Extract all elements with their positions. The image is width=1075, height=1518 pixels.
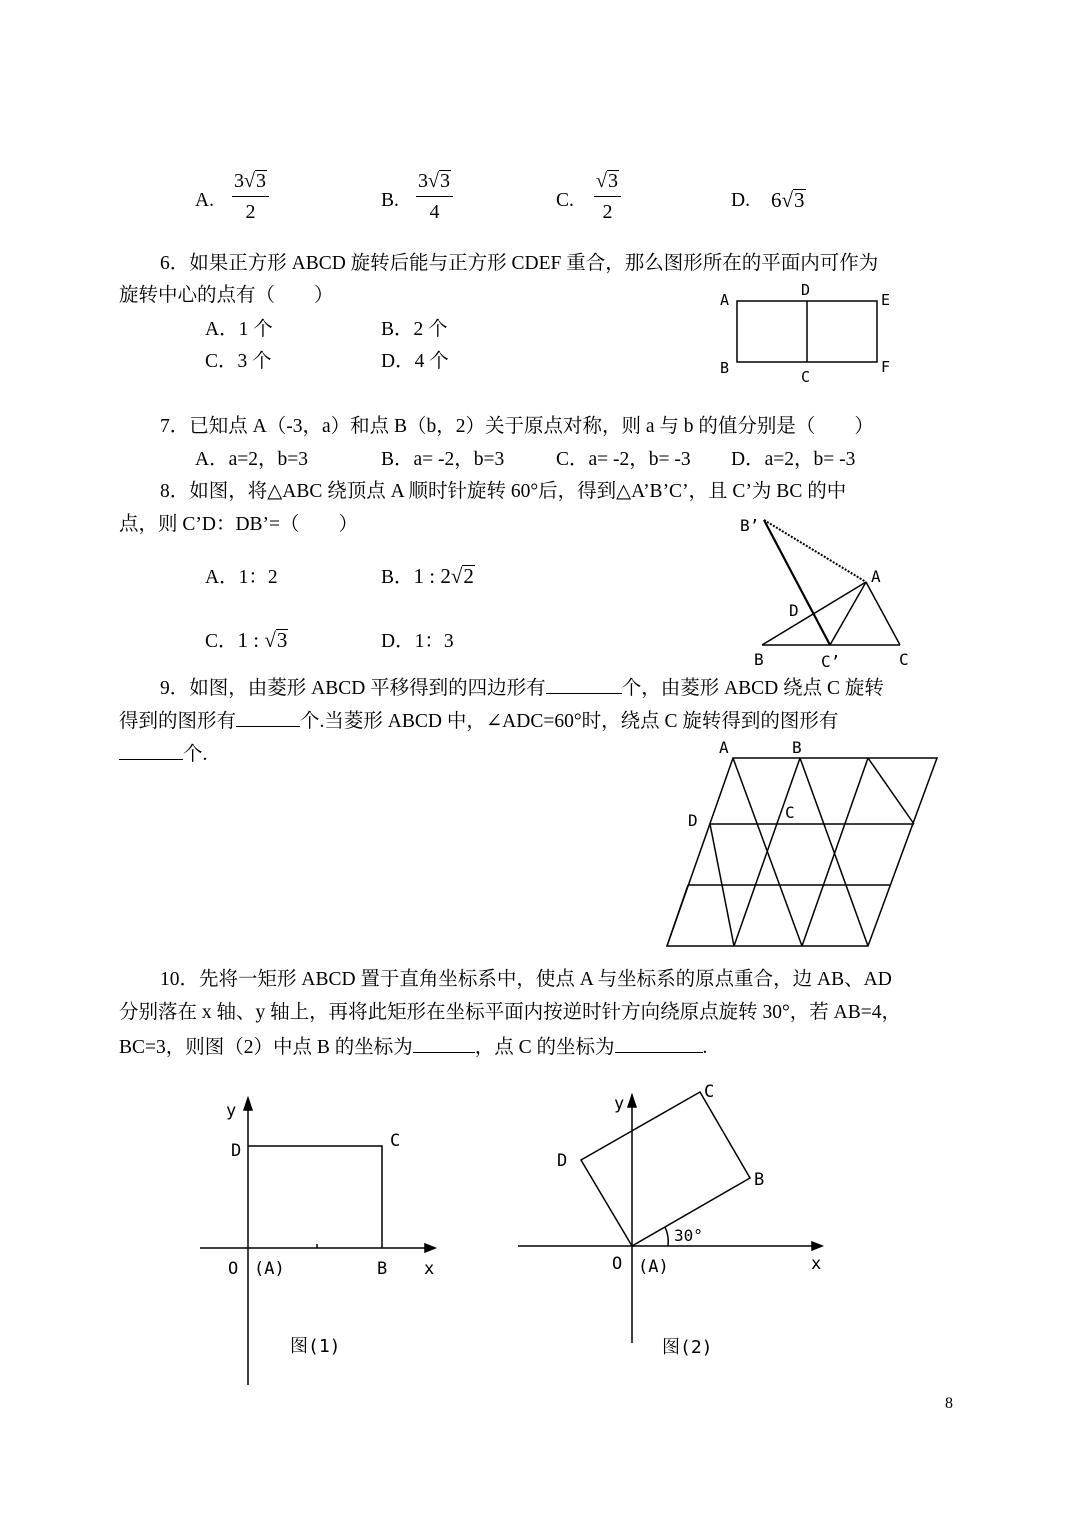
q9-label-C: C — [785, 803, 795, 822]
page-number: 8 — [945, 1395, 953, 1412]
fig1-label-A: (A) — [254, 1259, 285, 1279]
q8-option-c: C．1 : √3 — [205, 628, 288, 652]
q10-figure-2 — [510, 1075, 840, 1365]
q9-question-line2: 得到的图形有 个.当菱形 ABCD 中，∠ADC=60°时，绕点 C 旋转得到的图形有 — [119, 708, 838, 734]
q10-blank-c[interactable] — [615, 1034, 703, 1053]
q5-option-c-fraction: $\frac{√3}{2}$ — [594, 170, 621, 224]
fig1-caption: 图(1) — [290, 1336, 341, 1357]
q7-question-line1: 7．已知点 A（-3，a）和点 B（b，2）关于原点对称，则 a 与 b 的值分别是（ ） — [160, 416, 874, 437]
q10-figure-1 — [190, 1090, 450, 1390]
q8-label-D: D — [789, 601, 799, 620]
q9-blank-2[interactable] — [236, 708, 300, 727]
q5-option-b-label: B. — [381, 190, 399, 211]
q6-option-b: B．2 个 — [381, 319, 448, 340]
fig2-label-x: x — [811, 1254, 822, 1274]
q9-label-A: A — [719, 738, 729, 757]
q6-label-F: F — [881, 358, 891, 376]
fig2-label-O: O — [612, 1254, 623, 1274]
fig2-label-C: C — [704, 1082, 715, 1102]
q8-option-d: D．1：3 — [381, 631, 454, 652]
q7-option-a: A．a=2，b=3 — [195, 449, 308, 470]
fig1-label-D: D — [231, 1141, 242, 1161]
q8-option-b: B．1 : 2√2 — [381, 564, 474, 588]
q8-question-line1: 8．如图，将△ABC 绕顶点 A 顺时针旋转 60°后，得到△A’B’C’，且 C’为 BC 的中 — [160, 481, 847, 502]
q6-label-E: E — [881, 291, 891, 309]
q6-question-line2: 旋转中心的点有（ ） — [119, 285, 334, 306]
q10-blank-b[interactable] — [413, 1034, 475, 1053]
q8-label-B: B — [754, 650, 764, 669]
q6-label-A: A — [720, 291, 730, 309]
q7-option-d: D．a=2，b= -3 — [731, 449, 856, 470]
fig2-caption: 图(2) — [662, 1337, 713, 1358]
fig1-label-y: y — [226, 1101, 237, 1121]
q10-question-line3: BC=3，则图（2）中点 B 的坐标为 ，点 C 的坐标为 . — [119, 1034, 707, 1060]
q9-blank-1[interactable] — [546, 675, 622, 694]
q5-option-c-label: C. — [556, 190, 574, 211]
q6-squares-figure — [700, 275, 920, 390]
q10-question-line2: 分别落在 x 轴、y 轴上，再将此矩形在坐标平面内按逆时针方向绕原点旋转 30°，若 AB=4， — [119, 1002, 902, 1023]
q9-question-line1: 9．如图，由菱形 ABCD 平移得到的四边形有 个，由菱形 ABCD 绕点 C 旋转 — [160, 675, 884, 701]
q7-option-b: B．a= -2，b=3 — [381, 449, 505, 470]
q10-question-line1: 10．先将一矩形 ABCD 置于直角坐标系中，使点 A 与坐标系的原点重合，边 AB、AD — [160, 969, 892, 990]
q5-option-b-fraction: $\frac{3√3}{4}$ — [416, 170, 453, 224]
q6-option-a: A．1 个 — [205, 319, 273, 340]
q9-label-B: B — [792, 738, 802, 757]
fig2-label-y: y — [614, 1094, 625, 1114]
q6-label-C: C — [801, 368, 811, 386]
q9-rhombus-grid-figure — [660, 735, 950, 955]
q9-blank-3[interactable] — [119, 741, 183, 760]
q6-question-line1: 6．如果正方形 ABCD 旋转后能与正方形 CDEF 重合，那么图形所在的平面内可作为 — [160, 253, 879, 274]
q8-triangle-figure — [730, 505, 920, 675]
q5-option-d-value: 6√3 — [771, 188, 805, 212]
q6-label-D: D — [801, 281, 811, 299]
q8-label-Bp: B’ — [740, 516, 760, 535]
q8-question-line2: 点，则 C’D：DB’=（ ） — [119, 514, 359, 535]
q7-option-c: C．a= -2，b= -3 — [556, 449, 691, 470]
q6-option-c: C．3 个 — [205, 351, 272, 372]
q9-label-D: D — [688, 811, 698, 830]
q8-label-C: C — [899, 650, 909, 669]
q8-option-a: A．1：2 — [205, 567, 278, 588]
q8-label-Cp: C’ — [821, 652, 841, 671]
q9-question-line3: 个. — [119, 741, 207, 767]
q5-option-a-fraction: $\frac{3√3}{2}$ — [232, 170, 269, 224]
fig2-label-D: D — [557, 1151, 568, 1171]
fig1-label-O: O — [228, 1259, 239, 1279]
fig1-label-x: x — [424, 1259, 435, 1279]
fig2-label-B: B — [754, 1170, 765, 1190]
q8-label-A: A — [871, 567, 881, 586]
q6-option-d: D．4 个 — [381, 351, 449, 372]
fig1-label-C: C — [390, 1131, 401, 1151]
fig2-label-A: (A) — [638, 1257, 669, 1277]
q5-option-a-label: A. — [195, 190, 214, 211]
q6-label-B: B — [720, 359, 730, 377]
q5-option-d-label: D. — [731, 190, 750, 211]
fig2-label-angle: 30° — [674, 1226, 703, 1245]
fig1-label-B: B — [377, 1259, 388, 1279]
